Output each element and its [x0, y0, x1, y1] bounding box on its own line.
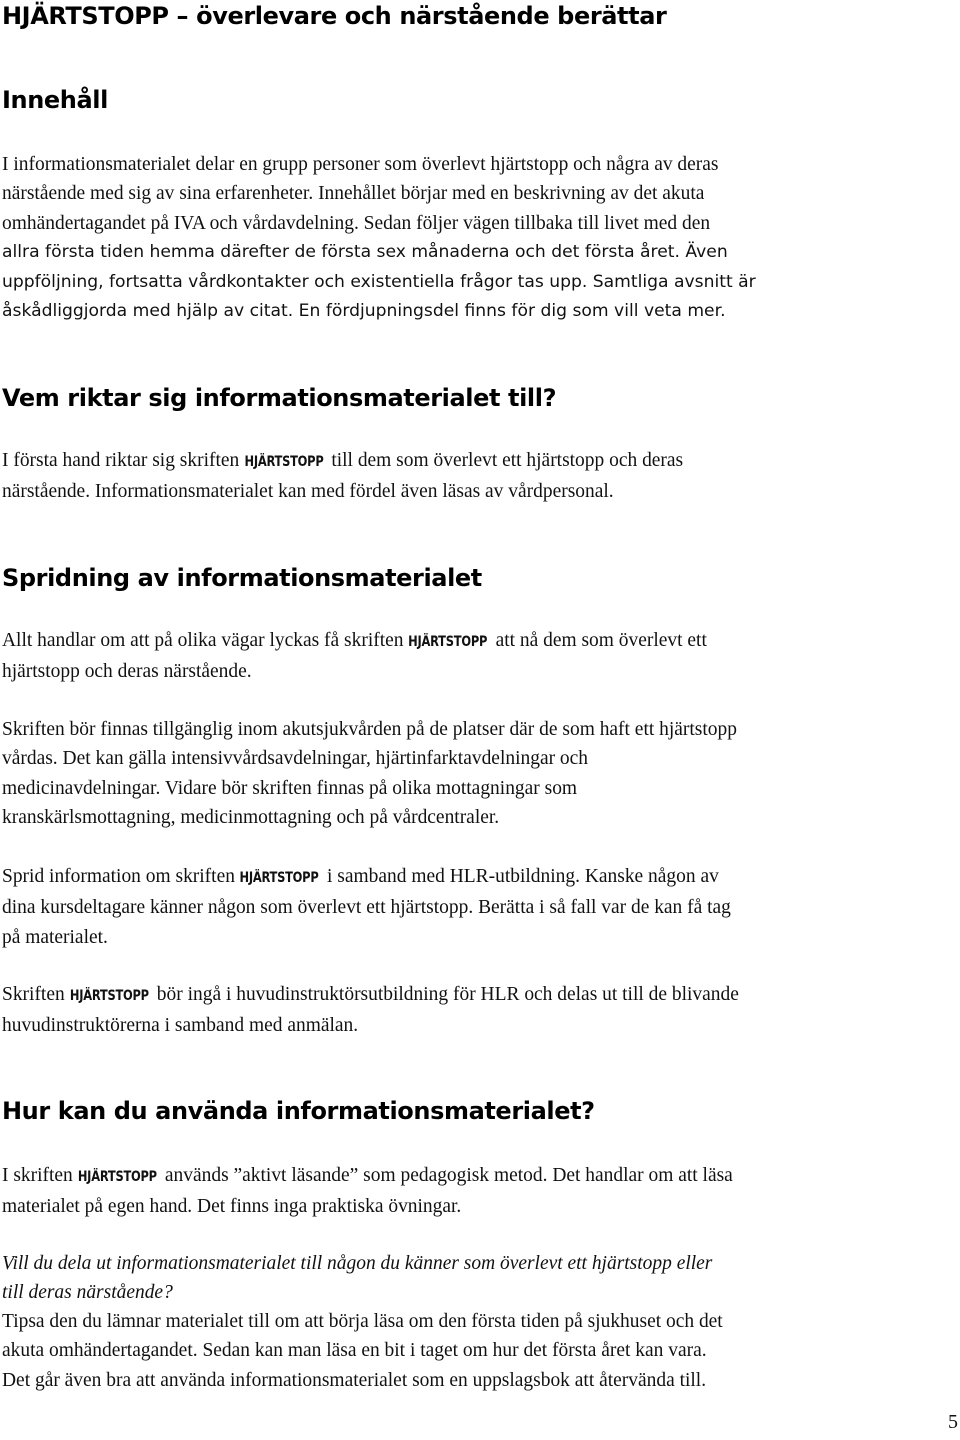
text-line: I informationsmaterialet delar en grupp personer som överlevt hjärtstopp och några av deras — [2, 154, 719, 175]
paragraph-hur-1 — [2, 1161, 960, 1222]
text-line: vårdas. Det kan gälla intensivvårdsavdelningar, hjärtinfarktavdelningar och — [2, 748, 589, 770]
text-line: huvudinstruktörerna i samband med anmälan. — [2, 1015, 359, 1037]
text-segment: I första hand riktar sig skriften — [2, 450, 245, 471]
heading-innehall: Innehåll — [2, 86, 108, 114]
text-line: uppföljning, fortsatta vårdkontakter och existentiella frågor tas upp. Samtliga avsnitt är — [2, 271, 756, 292]
paragraph-vem — [2, 446, 960, 507]
text-line — [2, 626, 958, 657]
text-line: Tipsa den du lämnar materialet till om att börja läsa om den första tiden på sjukhuset och det — [2, 1311, 723, 1332]
text-line — [2, 862, 958, 893]
text-line: närstående. Informationsmaterialet kan med fördel även läsas av vårdpersonal. — [2, 481, 614, 503]
text-segment: Allt handlar om att på olika vägar lyckas få skriften — [2, 630, 409, 651]
paragraph-spridning-4 — [2, 980, 960, 1041]
heading-spridning: Spridning av informationsmaterialet — [2, 564, 482, 592]
text-segment: Skriften — [2, 984, 70, 1005]
paragraph-innehall — [2, 150, 960, 326]
text-line: medicinavdelningar. Vidare bör skriften finnas på olika mottagningar som — [2, 777, 578, 799]
text-segment: i samband med HLR-utbildning. Kanske någon av — [322, 866, 719, 887]
brand-name: HJÄRTSTOPP — [77, 1169, 157, 1185]
heading-hur: Hur kan du använda informationsmaterialet? — [2, 1097, 595, 1125]
text-line: kranskärlsmottagning, medicinmottagning och på vårdcentraler. — [2, 807, 500, 829]
text-line: åskådliggjorda med hjälp av citat. En fördjupningsdel finns för dig som vill veta mer. — [2, 301, 726, 322]
brand-name: HJÄRTSTOPP — [244, 454, 324, 470]
text-segment: att nå dem som överlevt ett — [490, 630, 707, 651]
text-line — [2, 980, 958, 1011]
text-segment: Sprid information om skriften — [2, 866, 240, 887]
text-segment: bör ingå i huvudinstruktörsutbildning för HLR och delas ut till de blivande — [151, 984, 739, 1005]
text-line: närstående med sig av sina erfarenheter. Innehållet börjar med en beskrivning av det akuta — [2, 183, 705, 205]
paragraph-spridning-2 — [2, 715, 960, 833]
paragraph-spridning-1 — [2, 626, 960, 687]
text-line: materialet på egen hand. Det finns inga praktiska övningar. — [2, 1196, 462, 1218]
brand-name: HJÄRTSTOPP — [69, 988, 149, 1004]
text-segment: till dem som överlevt ett hjärtstopp och deras — [326, 450, 684, 471]
text-line: allra första tiden hemma därefter de första sex månaderna och det första året. Även — [2, 242, 728, 263]
text-line: Vill du dela ut informationsmaterialet till någon du känner som överlevt ett hjärtstopp eller — [2, 1253, 713, 1274]
document-title: HJÄRTSTOPP – överlevare och närstående berättar — [2, 2, 667, 30]
brand-name: HJÄRTSTOPP — [239, 870, 319, 886]
text-line: omhändertagandet på IVA och vårdavdelning. Sedan följer vägen tillbaka till livet med den — [2, 212, 711, 234]
text-segment: används ”aktivt läsande” som pedagogisk metod. Det handlar om att läsa — [160, 1165, 733, 1186]
text-line — [2, 446, 958, 477]
text-segment: I skriften — [2, 1165, 78, 1186]
text-line: hjärtstopp och deras närstående. — [2, 661, 252, 683]
text-line: Det går även bra att använda informationsmaterialet som en uppslagsbok att återvända till. — [2, 1369, 707, 1391]
brand-name: HJÄRTSTOPP — [408, 634, 488, 650]
heading-vem: Vem riktar sig informationsmaterialet till? — [2, 384, 557, 412]
text-line: Skriften bör finnas tillgänglig inom akutsjukvården på de platser där de som haft ett hjärtstopp — [2, 719, 737, 740]
paragraph-hur-question — [2, 1249, 960, 1308]
text-line: på materialet. — [2, 926, 108, 948]
text-line: akuta omhändertagandet. Sedan kan man läsa en bit i taget om hur det första året kan vara. — [2, 1340, 707, 1362]
text-line: till deras närstående? — [2, 1282, 173, 1304]
text-line: dina kursdeltagare känner någon som överlevt ett hjärtstopp. Berätta i så fall var de kan få tag — [2, 897, 731, 919]
paragraph-hur-2 — [2, 1307, 960, 1395]
text-line — [2, 1161, 958, 1192]
page-number: 5 — [948, 1411, 958, 1433]
paragraph-spridning-3 — [2, 862, 960, 952]
